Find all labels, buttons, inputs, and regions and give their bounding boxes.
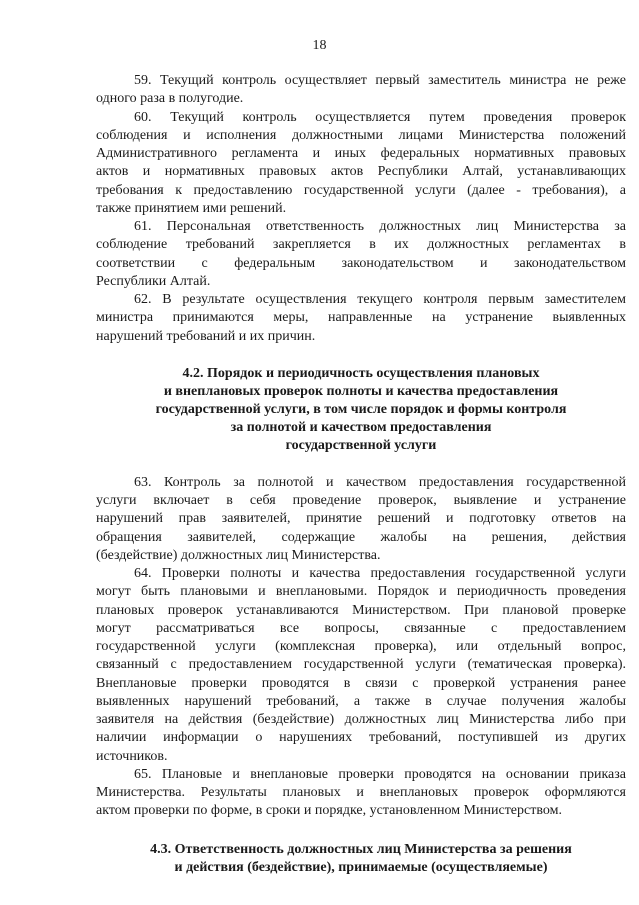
text-line: соблюдение требований закрепляется в их должностных регламентах в <box>96 237 626 253</box>
heading-line: 4.3. Ответственность должностных лиц Министерства за решения <box>150 841 572 857</box>
text-line: Административного регламента и иных федеральных нормативных правовых <box>96 146 626 161</box>
text-line: 59. Текущий контроль осуществляет первый заместитель министра не реже <box>134 73 626 88</box>
text-line: выявленных нарушений требований, а также в случае получения жалобы <box>96 693 626 709</box>
text-line: министра принимаются меры, направленные на устранение выявленных <box>96 310 626 326</box>
paragraph-60 <box>96 109 626 219</box>
paragraph-65 <box>96 766 626 821</box>
section-heading-4-3 <box>96 841 626 877</box>
document-body <box>96 72 626 877</box>
text-line: актом проверки по форме, в сроки и порядке, установленном Министерством. <box>96 803 562 819</box>
text-line: могут рассматриваться все вопросы, связанные с предоставлением <box>96 620 626 636</box>
heading-line: и внеплановых проверок полноты и качества предоставления <box>163 383 559 399</box>
heading-line: за полнотой и качеством предоставления <box>230 419 492 435</box>
text-line: связанный с предоставлением государственной услуги (тематическая проверка). <box>96 657 626 673</box>
page-number: 18 <box>312 38 327 53</box>
text-line: 65. Плановые и внеплановые проверки проводятся на основании приказа <box>134 766 626 782</box>
heading-line: и действия (бездействие), принимаемые (осуществляемые) <box>174 859 548 875</box>
text-line: актов и нормативных правовых актов Республики Алтай, устанавливающих <box>96 164 626 180</box>
text-line: Внеплановые проверки проводятся в связи с проверкой устранения ранее <box>96 675 626 691</box>
text-line: нарушений прав заявителей, принятие решений и подготовку ответов на <box>96 511 626 527</box>
text-line: могут быть плановыми и внеплановыми. Порядок и периодичность проведения <box>96 584 626 600</box>
text-line: соответствии с федеральным законодательством и законодательством <box>96 255 626 271</box>
section-heading-4-2 <box>96 365 626 455</box>
text-line: одного раза в полугодие. <box>96 91 244 107</box>
text-line: также принятием ими решений. <box>96 200 287 216</box>
paragraph-64 <box>96 565 626 766</box>
text-line: услуги включает в себя проведение проверок, выявление и устранение <box>96 493 626 508</box>
paragraph-61 <box>96 218 626 291</box>
text-line: (бездействие) должностных лиц Министерства. <box>96 547 381 563</box>
text-line: Республики Алтай. <box>96 273 211 289</box>
text-line: соблюдения и исполнения должностными лицами Министерства положений <box>96 127 626 143</box>
text-line: Министерства. Результаты плановых и внеплановых проверок оформляются <box>96 785 626 800</box>
paragraph-63 <box>96 474 626 565</box>
heading-line: государственной услуги <box>285 437 437 453</box>
paragraph-62 <box>96 291 626 346</box>
text-line: заявителя на действия (бездействие) должностных лиц Министерства либо при <box>96 712 626 727</box>
text-line: 61. Персональная ответственность должностных лиц Министерства за <box>134 219 626 234</box>
text-line: источников. <box>96 748 168 764</box>
text-line: 60. Текущий контроль осуществляется путем проведения проверок <box>134 109 626 125</box>
text-line: 62. В результате осуществления текущего контроля первым заместителем <box>134 292 626 307</box>
text-line: 64. Проверки полноты и качества предоставления государственной услуги <box>134 566 626 581</box>
text-line: государственной услуги (комплексная проверка), или отдельный вопрос, <box>96 639 626 654</box>
text-line: наличии информации о нарушениях требований, поступившей из других <box>96 730 626 746</box>
heading-line: государственной услуги, в том числе порядок и формы контроля <box>155 401 567 417</box>
text-line: требования к предоставлению государственной услуги (далее - требования), а <box>96 182 626 198</box>
text-line: обращения заявителей, содержащие жалобы на решения, действия <box>96 529 626 545</box>
text-line: 63. Контроль за полнотой и качеством предоставления государственной <box>134 474 626 490</box>
heading-line: 4.2. Порядок и периодичность осуществления плановых <box>182 365 540 381</box>
paragraph-59 <box>96 72 626 109</box>
text-line: нарушений требований и их причин. <box>96 328 316 344</box>
text-line: плановых проверок устанавливаются Министерством. При плановой проверке <box>96 602 626 618</box>
